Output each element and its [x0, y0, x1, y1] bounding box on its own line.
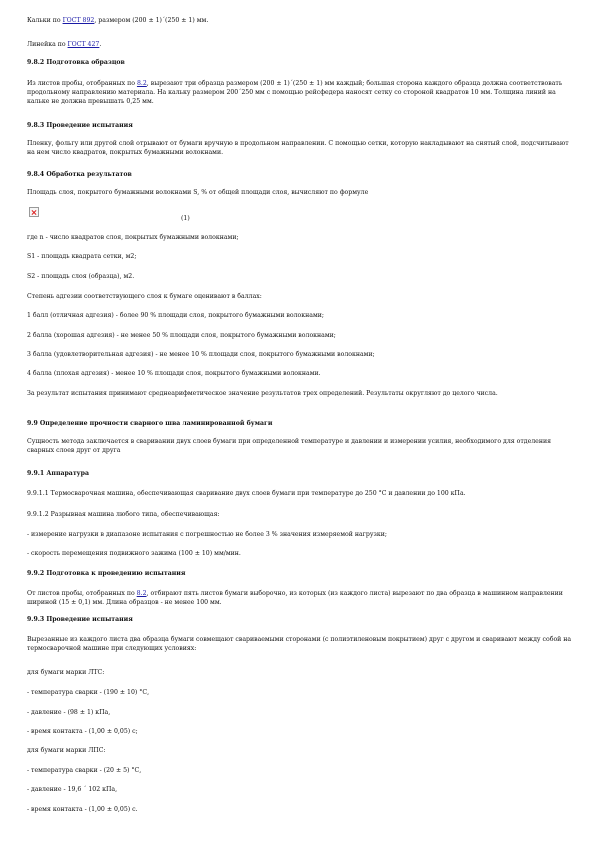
heading-9-8-4: 9.8.4 Обработка результатов [27, 171, 132, 178]
text: От листов пробы, отобранных по [27, 590, 137, 597]
heading-9-9-1: 9.9.1 Аппаратура [27, 470, 89, 477]
list-item-score-1: 1 балл (отличная адгезия) - более 90 % площади слоя, покрытого бумажными волокнами; [27, 312, 324, 319]
paragraph-method-essence: Сущность метода заключается в сваривании двух слоев бумаги при определенной температуре и давлении и измерении усилия, необходимого для отделения сварных слоев друг от друга [27, 438, 551, 454]
paragraph-lpc-grade: для бумаги марки ЛПС: [27, 747, 106, 754]
list-item-score-3: 3 балла (удовлетворительная адгезия) - не менее 10 % площади слоя, покрытого бумажными волокнами; [27, 351, 375, 358]
paragraph-adhesion-scale: Степень адгезии соответствующего слоя к бумаге оценивают в баллах: [27, 293, 262, 300]
formula-image-placeholder-icon [29, 207, 39, 217]
paragraph-formula-intro: Площадь слоя, покрытого бумажными волокнами S, % от общей площади слоя, вычисляют по формуле [27, 189, 369, 196]
paragraph-result-rule: За результат испытания принимают среднеарифметическое значение результатов трех определений. Результаты округляют до целого числа. [27, 390, 498, 397]
list-item-lpc-temperature: - температура сварки - (20 ± 5) °С, [27, 767, 142, 774]
list-item-score-4: 4 балла (плохая адгезия) - менее 10 % площади слоя, покрытого бумажными волокнами. [27, 370, 321, 377]
paragraph-test-procedure: Пленку, фольгу или другой слой отрывают от бумаги вручную в продольном направлении. С помощью сетки, которую накладывают на снятый слой, подсчитывают на нем число квадратов, покрытых бумажными волокнами. [27, 140, 569, 156]
text: Из листов пробы, отобранных по [27, 80, 137, 87]
clause-8-2-link[interactable]: 8.2 [136, 80, 147, 87]
paragraph-s2: S2 - площадь слоя (образца), м2. [27, 273, 135, 280]
list-item-lpc-pressure: - давление - 19,6 ´ 102 кПа, [27, 786, 118, 793]
paragraph-where-n: где n - число квадратов слоя, покрытых бумажными волокнами; [27, 234, 239, 241]
heading-9-9: 9.9 Определение прочности сварного шва ламинированной бумаги [27, 420, 273, 427]
list-item-ltc-contact-time: - время контакта - (1,00 ± 0,05) с; [27, 728, 138, 735]
heading-9-9-3: 9.9.3 Проведение испытания [27, 616, 133, 623]
paragraph-sample-prep [27, 79, 572, 106]
text: Кальки по [27, 17, 63, 24]
gost-892-link[interactable]: ГОСТ 892 [62, 17, 95, 24]
gost-427-link[interactable]: ГОСТ 427 [67, 41, 100, 48]
text: , размером (200 ± 1)´(250 ± 1) мм. [94, 17, 209, 24]
text: , вырезают три образца размером (200 ± 1)´(250 ± 1) мм каждый; большая сторона каждого образца должна соответствовать продольному направлению материала. На кальку размером 200´250 мм с помощью рейсфедера наносят сетку со стороной квадратов 10 мм. Толщина линий на кальке не должна превышать 0,25 мм. [27, 80, 563, 105]
heading-9-8-3: 9.8.3 Проведение испытания [27, 122, 133, 129]
equation-number: (1) [181, 215, 190, 222]
text: , отбирают пять листов бумаги выборочно, из которых (из каждого листа) вырезают по два образца в машинном направлении шириной (15 ± 0,1) мм. Длина образцов - не менее 100 мм. [27, 590, 563, 606]
paragraph-9-9-1-1: 9.9.1.1 Термосварочная машина, обеспечивающая сваривание двух слоев бумаги при температуре до 250 °С и давлении до 100 кПа. [27, 490, 466, 497]
paragraph-welding-procedure: Вырезанные из каждого листа два образца бумаги совмещают свариваемыми сторонами (с полиэтиленовым покрытием) друг с другом и сваривают между собой на термосварочной машине при следующих условиях: [27, 636, 572, 652]
materials-line-ruler [27, 40, 572, 49]
list-item-ltc-temperature: - температура сварки - (190 ± 10) °С, [27, 689, 150, 696]
list-item-load-measurement: - измерение нагрузки в диапазоне испытания с погрешностью не более 3 % значения измеряемой нагрузки; [27, 531, 387, 538]
paragraph-s1: S1 - площадь квадрата сетки, м2; [27, 253, 137, 260]
text: . [99, 41, 102, 48]
paragraph-specimen-selection [27, 589, 572, 607]
text: Линейка по [27, 41, 68, 48]
materials-line-tracing-paper [27, 16, 572, 25]
list-item-lpc-contact-time: - время контакта - (1,00 ± 0,05) с. [27, 806, 138, 813]
paragraph-ltc-grade: для бумаги марки ЛТС: [27, 669, 105, 676]
list-item-clamp-speed: - скорость перемещения подвижного зажима (100 ± 10) мм/мин. [27, 550, 241, 557]
paragraph-9-9-1-2: 9.9.1.2 Разрывная машина любого типа, обеспечивающая: [27, 511, 220, 518]
heading-9-9-2: 9.9.2 Подготовка к проведению испытания [27, 570, 186, 577]
clause-8-2-link-2[interactable]: 8.2 [136, 590, 147, 597]
list-item-ltc-pressure: - давление - (98 ± 1) кПа, [27, 709, 111, 716]
heading-9-8-2: 9.8.2 Подготовка образцов [27, 59, 125, 66]
list-item-score-2: 2 балла (хорошая адгезия) - не менее 50 % площади слоя, покрытого бумажными волокнами; [27, 332, 336, 339]
